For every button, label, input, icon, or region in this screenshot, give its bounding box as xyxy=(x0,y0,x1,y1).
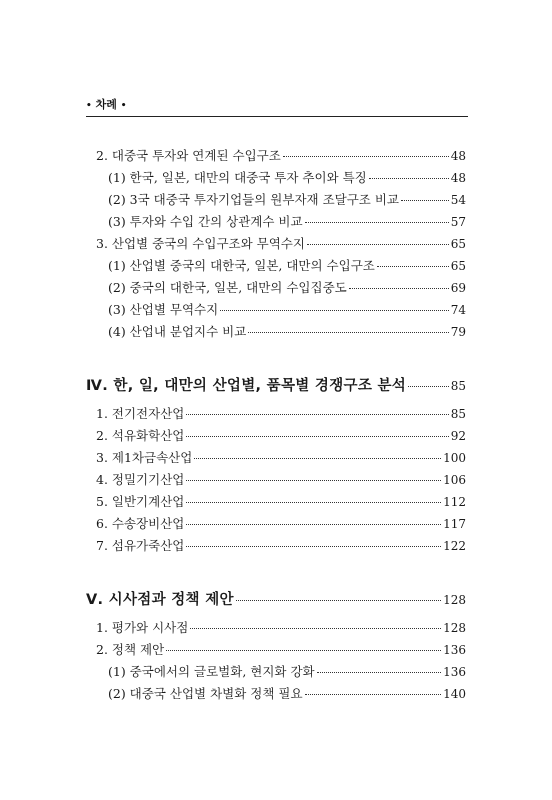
bullet-left: • xyxy=(86,101,92,111)
toc-subsection xyxy=(108,170,466,186)
toc-page-number: 85 xyxy=(450,407,466,421)
toc-section xyxy=(96,428,466,444)
toc-page-number: 85 xyxy=(450,379,466,393)
toc-section xyxy=(96,148,466,164)
dot-leader xyxy=(307,244,449,245)
dot-leader xyxy=(186,524,441,525)
toc-section xyxy=(96,236,466,252)
dot-leader xyxy=(186,546,441,547)
dot-leader xyxy=(369,178,449,179)
toc-page-number: 117 xyxy=(443,517,466,531)
toc-subsection xyxy=(108,686,466,702)
toc-entry-title: 7. 섬유가죽산업 xyxy=(96,538,185,553)
toc-page-number: 74 xyxy=(450,303,466,317)
toc-entry-title: 6. 수송장비산업 xyxy=(96,516,185,531)
toc-subsection xyxy=(108,192,466,208)
dot-leader xyxy=(220,310,449,311)
toc-entry-title: 3. 산업별 중국의 수입구조와 무역수지 xyxy=(96,236,305,251)
dot-leader xyxy=(166,650,441,651)
toc-page-number: 136 xyxy=(443,665,466,679)
toc-page-number: 140 xyxy=(443,687,466,701)
running-header xyxy=(86,96,470,114)
toc-entry-title: 1. 평가와 시사점 xyxy=(96,620,189,635)
toc-entry-title: (4) 산업내 분업지수 비교 xyxy=(108,324,247,339)
toc-entry-title: 2. 석유화학산업 xyxy=(96,428,185,443)
dot-leader xyxy=(349,288,449,289)
dot-leader xyxy=(186,436,448,437)
toc-subsection xyxy=(108,280,466,296)
toc-entry-title: (1) 중국에서의 글로벌화, 현지화 강화 xyxy=(108,664,315,679)
toc-page-number: 65 xyxy=(450,259,466,273)
dot-leader xyxy=(408,386,449,387)
toc-section xyxy=(96,620,466,636)
toc-section xyxy=(96,450,466,466)
toc-chapter xyxy=(86,590,466,610)
dot-leader xyxy=(283,156,449,157)
dot-leader xyxy=(377,266,449,267)
toc-section xyxy=(96,472,466,488)
toc-entry-title: Ⅴ. 시사점과 정책 제안 xyxy=(86,592,234,608)
dot-leader xyxy=(305,694,442,695)
dot-leader xyxy=(401,200,449,201)
toc-entry-title: (1) 산업별 중국의 대한국, 일본, 대만의 수입구조 xyxy=(108,258,375,273)
header-title: 차례 xyxy=(95,98,117,111)
toc-chapter xyxy=(86,376,466,396)
header-rule xyxy=(86,116,468,117)
toc-subsection xyxy=(108,664,466,680)
toc-entry-title: (3) 투자와 수입 간의 상관계수 비교 xyxy=(108,214,303,229)
toc-entry-title: (2) 중국의 대한국, 일본, 대만의 수입집중도 xyxy=(108,280,347,295)
toc-entry-title: 4. 정밀기기산업 xyxy=(96,472,185,487)
toc-entry-title: 2. 대중국 투자와 연계된 수입구조 xyxy=(96,148,281,163)
dot-leader xyxy=(317,672,441,673)
toc-subsection xyxy=(108,258,466,274)
toc-subsection xyxy=(108,302,466,318)
toc-page-number: 106 xyxy=(443,473,466,487)
toc-section xyxy=(96,642,466,658)
toc-section xyxy=(96,538,466,554)
dot-leader xyxy=(186,480,441,481)
bullet-right: • xyxy=(120,101,127,111)
toc-entry-title: 3. 제1차금속산업 xyxy=(96,450,193,465)
dot-leader xyxy=(194,458,441,459)
toc-page-number: 57 xyxy=(450,215,466,229)
dot-leader xyxy=(305,222,449,223)
dot-leader xyxy=(186,414,448,415)
toc-entry-title: 1. 전기전자산업 xyxy=(96,406,185,421)
toc-page-number: 48 xyxy=(450,149,466,163)
dot-leader xyxy=(190,628,441,629)
toc-section xyxy=(96,494,466,510)
toc-page-number: 79 xyxy=(450,325,466,339)
toc-page-number: 112 xyxy=(443,495,466,509)
toc-subsection xyxy=(108,214,466,230)
toc-section xyxy=(96,406,466,422)
toc-page-number: 92 xyxy=(450,429,466,443)
toc-entry-title: 2. 정책 제안 xyxy=(96,642,165,657)
toc-page-number: 128 xyxy=(443,621,466,635)
toc-page-number: 65 xyxy=(450,237,466,251)
dot-leader xyxy=(236,600,441,601)
toc-page-number: 54 xyxy=(450,193,466,207)
toc-subsection xyxy=(108,324,466,340)
toc-entry-title: (3) 산업별 무역수지 xyxy=(108,302,219,317)
toc-entry-title: 5. 일반기계산업 xyxy=(96,494,185,509)
toc-entry-title: Ⅳ. 한, 일, 대만의 산업별, 품목별 경쟁구조 분석 xyxy=(86,378,407,394)
toc-entry-title: (2) 3국 대중국 투자기업들의 원부자재 조달구조 비교 xyxy=(108,192,400,207)
toc-entry-title: (2) 대중국 산업별 차별화 정책 필요 xyxy=(108,686,303,701)
toc-page-number: 69 xyxy=(450,281,466,295)
toc-page-number: 136 xyxy=(443,643,466,657)
toc-page-number: 122 xyxy=(443,539,466,553)
toc-page-number: 48 xyxy=(450,171,466,185)
toc-entry-title: (1) 한국, 일본, 대만의 대중국 투자 추이와 특징 xyxy=(108,170,367,185)
toc-section xyxy=(96,516,466,532)
toc-page-number: 100 xyxy=(443,451,466,465)
dot-leader xyxy=(248,332,448,333)
toc-page-number: 128 xyxy=(443,593,466,607)
dot-leader xyxy=(186,502,441,503)
